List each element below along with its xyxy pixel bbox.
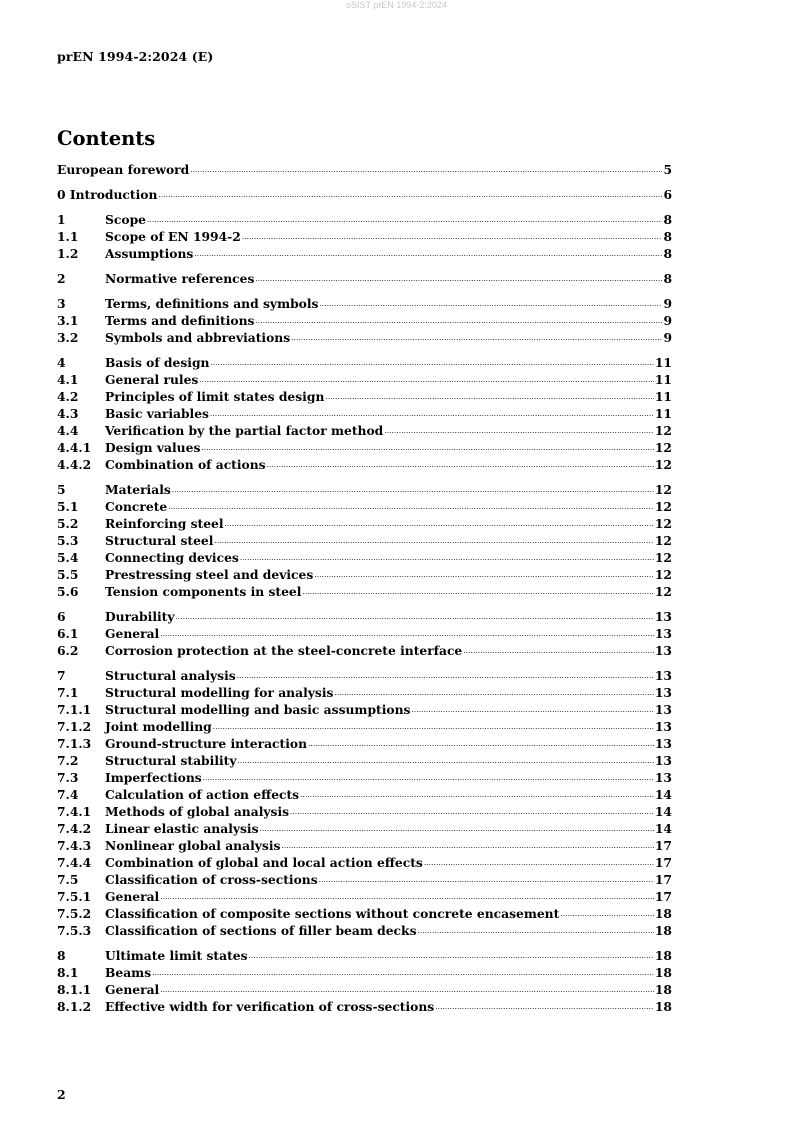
toc-entry[interactable] [57,388,672,405]
toc-entry-page: 12 [654,533,672,548]
toc-dot-leader [281,838,653,855]
toc-entry[interactable] [57,549,672,566]
toc-entry-title: Concrete [105,499,168,514]
toc-entry-title: Principles of limit states design [105,389,325,404]
toc-group [57,161,672,178]
toc-group [57,947,672,1015]
toc-entry-page: 11 [654,406,672,421]
toc-entry-number: 4 [57,355,66,370]
toc-entry-title: Terms, definitions and symbols [105,296,319,311]
toc-dot-leader [308,736,654,753]
toc-dot-leader [290,804,654,821]
toc-dot-leader [176,609,654,626]
toc-entry-page: 13 [654,685,672,700]
toc-entry-page: 12 [654,584,672,599]
toc-dot-leader [334,685,653,702]
toc-entry-page: 18 [654,923,672,938]
toc-entry-number: 3 [57,296,66,311]
toc-entry[interactable] [57,498,672,515]
toc-dot-leader [325,389,653,406]
toc-entry-number: 7.5.2 [57,906,92,921]
toc-entry[interactable] [57,998,672,1015]
toc-entry-number: 7.2 [57,753,79,768]
toc-group [57,295,672,346]
toc-entry-page: 18 [654,982,672,997]
toc-dot-leader [240,550,654,567]
toc-entry-number: 4.3 [57,406,79,421]
toc-group [57,481,672,600]
toc-entry-title: Symbols and abbreviations [105,330,291,345]
toc-entry-title: Ground-structure interaction [105,736,308,751]
toc-entry-title: Durability [105,609,175,624]
toc-entry[interactable] [57,981,672,998]
toc-entry-title: Structural stability [105,753,237,768]
toc-entry-page: 12 [654,550,672,565]
toc-entry[interactable] [57,820,672,837]
toc-entry-page: 11 [654,355,672,370]
toc-dot-leader [249,948,654,965]
toc-entry-number: 5.6 [57,584,79,599]
toc-entry-number: 6 [57,609,66,624]
toc-entry[interactable] [57,186,672,203]
toc-dot-leader [267,457,654,474]
toc-entry-page: 18 [654,906,672,921]
toc-entry-title: Assumptions [105,246,194,261]
toc-entry-number: 5.4 [57,550,79,565]
toc-entry-page: 17 [654,889,672,904]
toc-entry-title: Joint modelling [105,719,212,734]
toc-entry-title: Normative references [105,271,255,286]
toc-entry[interactable] [57,456,672,473]
toc-entry-number: 7.5.1 [57,889,92,904]
toc-dot-leader [211,355,654,372]
toc-entry-page: 12 [654,423,672,438]
toc-entry-number: 7.5 [57,872,79,887]
toc-entry-title: Classification of composite sections without concrete encasement [105,906,560,921]
toc-entry[interactable] [57,245,672,262]
toc-entry[interactable] [57,583,672,600]
toc-entry-number: 8 [57,948,66,963]
toc-entry-page: 9 [663,313,672,328]
toc-entry-title: Imperfections [105,770,202,785]
toc-entry[interactable] [57,422,672,439]
toc-entry-title: General [105,982,160,997]
toc-dot-leader [203,770,654,787]
toc-entry[interactable] [57,786,672,803]
toc-entry-title: Design values [105,440,201,455]
toc-dot-leader [152,965,654,982]
toc-entry[interactable] [57,228,672,245]
toc-entry-number: 7.1.3 [57,736,92,751]
toc-entry-page: 13 [654,753,672,768]
toc-entry[interactable] [57,752,672,769]
toc-entry-number: 4.4.2 [57,457,92,472]
toc-entry-title: Terms and definitions [105,313,255,328]
toc-entry-page: 11 [654,389,672,404]
toc-dot-leader [319,872,654,889]
toc-entry[interactable] [57,515,672,532]
page-number: 2 [57,1087,66,1102]
toc-entry-number: 1.2 [57,246,79,261]
toc-entry[interactable] [57,964,672,981]
toc-entry-number: 7.4 [57,787,79,802]
toc-dot-leader [291,330,662,347]
toc-entry-title: Methods of global analysis [105,804,290,819]
toc-entry-title: European foreword [57,162,190,177]
toc-dot-leader [147,212,662,229]
toc-dot-leader [319,296,662,313]
toc-entry-title: Basis of design [105,355,210,370]
toc-entry-number: 8.1.1 [57,982,92,997]
toc-entry[interactable] [57,803,672,820]
toc-group [57,667,672,939]
toc-entry[interactable] [57,684,672,701]
toc-entry[interactable] [57,161,672,178]
toc-entry[interactable] [57,718,672,735]
toc-entry-title: Structural modelling for analysis [105,685,334,700]
toc-entry-title: Reinforcing steel [105,516,224,531]
toc-entry-number: 8.1.2 [57,999,92,1014]
toc-entry-number: 4.4 [57,423,79,438]
toc-entry-page: 18 [654,999,672,1014]
toc-dot-leader [435,999,654,1016]
toc-group [57,186,672,203]
toc-entry-page: 12 [654,457,672,472]
toc-entry-number: 2 [57,271,66,286]
toc-entry-page: 8 [663,271,672,286]
toc-entry-number: 3.2 [57,330,79,345]
toc-entry-page: 9 [663,296,672,311]
toc-entry-title: 0 Introduction [57,187,158,202]
toc-entry-page: 9 [663,330,672,345]
toc-dot-leader [300,787,654,804]
toc-dot-leader [255,271,662,288]
toc-dot-leader [411,702,653,719]
toc-entry-page: 13 [654,702,672,717]
toc-entry-title: General [105,889,160,904]
toc-entry-title: Verification by the partial factor method [105,423,384,438]
toc-entry-title: Tension components in steel [105,584,302,599]
toc-dot-leader [160,626,654,643]
toc-entry[interactable] [57,905,672,922]
toc-entry[interactable] [57,642,672,659]
toc-entry-title: Classification of cross-sections [105,872,318,887]
toc-dot-leader [158,187,662,204]
toc-entry-page: 17 [654,855,672,870]
toc-entry-number: 7.4.3 [57,838,92,853]
toc-entry-page: 13 [654,668,672,683]
toc-entry[interactable] [57,329,672,346]
toc-entry-page: 6 [663,187,672,202]
toc-entry-page: 5 [663,162,672,177]
toc-entry[interactable] [57,625,672,642]
toc-dot-leader [384,423,654,440]
toc-entry-page: 14 [654,804,672,819]
toc-entry-title: Nonlinear global analysis [105,838,281,853]
toc-entry-number: 5.3 [57,533,79,548]
toc-entry[interactable] [57,481,672,498]
toc-entry-number: 3.1 [57,313,79,328]
toc-entry-title: Beams [105,965,152,980]
toc-entry-title: General [105,626,160,641]
toc-entry-page: 13 [654,609,672,624]
toc-entry-number: 4.4.1 [57,440,92,455]
toc-entry-page: 12 [654,516,672,531]
toc-entry-title: General rules [105,372,199,387]
toc-entry-number: 7 [57,668,66,683]
toc-entry-number: 1.1 [57,229,79,244]
toc-entry-number: 5.5 [57,567,79,582]
toc-entry-page: 13 [654,736,672,751]
toc-entry[interactable] [57,769,672,786]
toc-dot-leader [160,889,654,906]
toc-group [57,211,672,262]
toc-entry-number: 7.1 [57,685,79,700]
toc-entry-number: 8.1 [57,965,79,980]
toc-entry[interactable] [57,701,672,718]
toc-entry-number: 7.4.4 [57,855,92,870]
toc-entry-page: 13 [654,626,672,641]
toc-entry[interactable] [57,922,672,939]
toc-dot-leader [560,906,654,923]
toc-entry-number: 7.1.2 [57,719,92,734]
toc-group [57,608,672,659]
toc-entry-number: 1 [57,212,66,227]
toc-entry-title: Structural modelling and basic assumptions [105,702,411,717]
toc-entry-title: Combination of actions [105,457,266,472]
document-identifier: prEN 1994-2:2024 (E) [57,49,214,64]
toc-entry-title: Corrosion protection at the steel-concrete interface [105,643,463,658]
toc-dot-leader [199,372,654,389]
toc-entry[interactable] [57,405,672,422]
toc-entry-number: 7.3 [57,770,79,785]
toc-entry-page: 11 [654,372,672,387]
toc-entry-page: 14 [654,787,672,802]
toc-entry-page: 12 [654,499,672,514]
toc-entry-page: 18 [654,948,672,963]
toc-dot-leader [172,482,654,499]
toc-entry-title: Classification of sections of filler beam decks [105,923,417,938]
toc-entry-page: 18 [654,965,672,980]
toc-entry-page: 8 [663,246,672,261]
toc-entry-number: 7.4.2 [57,821,92,836]
toc-entry[interactable] [57,947,672,964]
toc-entry[interactable] [57,312,672,329]
toc-dot-leader [190,162,662,179]
page-title: Contents [57,127,156,150]
toc-dot-leader [463,643,654,660]
toc-dot-leader [214,533,653,550]
toc-dot-leader [424,855,654,872]
toc-dot-leader [418,923,654,940]
toc-entry-title: Connecting devices [105,550,239,565]
toc-group [57,354,672,473]
toc-entry-title: Prestressing steel and devices [105,567,314,582]
toc-dot-leader [194,246,662,263]
toc-entry-title: Combination of global and local action effects [105,855,423,870]
toc-entry-title: Scope of EN 1994-2 [105,229,241,244]
toc-dot-leader [168,499,654,516]
toc-entry-page: 8 [663,229,672,244]
toc-entry-title: Structural analysis [105,668,236,683]
toc-entry-title: Linear elastic analysis [105,821,259,836]
toc-entry[interactable] [57,888,672,905]
toc-entry-page: 12 [654,440,672,455]
toc-entry-page: 8 [663,212,672,227]
toc-dot-leader [160,982,654,999]
toc-entry-number: 6.2 [57,643,79,658]
toc-entry-number: 4.1 [57,372,79,387]
toc-entry-page: 12 [654,567,672,582]
toc-dot-leader [260,821,654,838]
toc-entry-number: 4.2 [57,389,79,404]
toc-entry[interactable] [57,295,672,312]
toc-dot-leader [314,567,654,584]
toc-entry[interactable] [57,532,672,549]
toc-dot-leader [242,229,662,246]
toc-entry-title: Structural steel [105,533,214,548]
toc-entry-title: Effective width for verification of cross-sections [105,999,435,1014]
toc-entry[interactable] [57,608,672,625]
toc-entry[interactable] [57,667,672,684]
toc-entry-page: 13 [654,770,672,785]
toc-dot-leader [237,668,654,685]
toc-entry[interactable] [57,439,672,456]
toc-dot-leader [225,516,654,533]
toc-entry-title: Scope [105,212,146,227]
toc-entry-page: 13 [654,719,672,734]
toc-dot-leader [302,584,653,601]
toc-entry-number: 7.4.1 [57,804,92,819]
toc-entry-title: Calculation of action effects [105,787,300,802]
toc-dot-leader [213,719,654,736]
toc-entry[interactable] [57,871,672,888]
toc-entry-page: 14 [654,821,672,836]
toc-entry[interactable] [57,270,672,287]
toc-entry-page: 17 [654,838,672,853]
toc-entry-page: 17 [654,872,672,887]
toc-entry[interactable] [57,211,672,228]
toc-entry-number: 5.1 [57,499,79,514]
toc-entry[interactable] [57,566,672,583]
toc-entry-number: 7.5.3 [57,923,92,938]
toc-entry[interactable] [57,735,672,752]
toc-dot-leader [238,753,654,770]
toc-entry-number: 5 [57,482,66,497]
toc-entry[interactable] [57,371,672,388]
toc-dot-leader [210,406,654,423]
toc-entry-title: Basic variables [105,406,209,421]
watermark-text: oSIST prEN 1994-2:2024 [346,0,447,10]
toc-entry-number: 7.1.1 [57,702,92,717]
toc-group [57,270,672,287]
toc-entry-title: Materials [105,482,171,497]
toc-entry-page: 13 [654,643,672,658]
table-of-contents [57,161,672,1023]
toc-entry[interactable] [57,354,672,371]
toc-entry-title: Ultimate limit states [105,948,248,963]
toc-entry-number: 5.2 [57,516,79,531]
toc-entry[interactable] [57,854,672,871]
toc-dot-leader [201,440,654,457]
toc-dot-leader [255,313,662,330]
toc-entry[interactable] [57,837,672,854]
toc-entry-number: 6.1 [57,626,79,641]
toc-entry-page: 12 [654,482,672,497]
